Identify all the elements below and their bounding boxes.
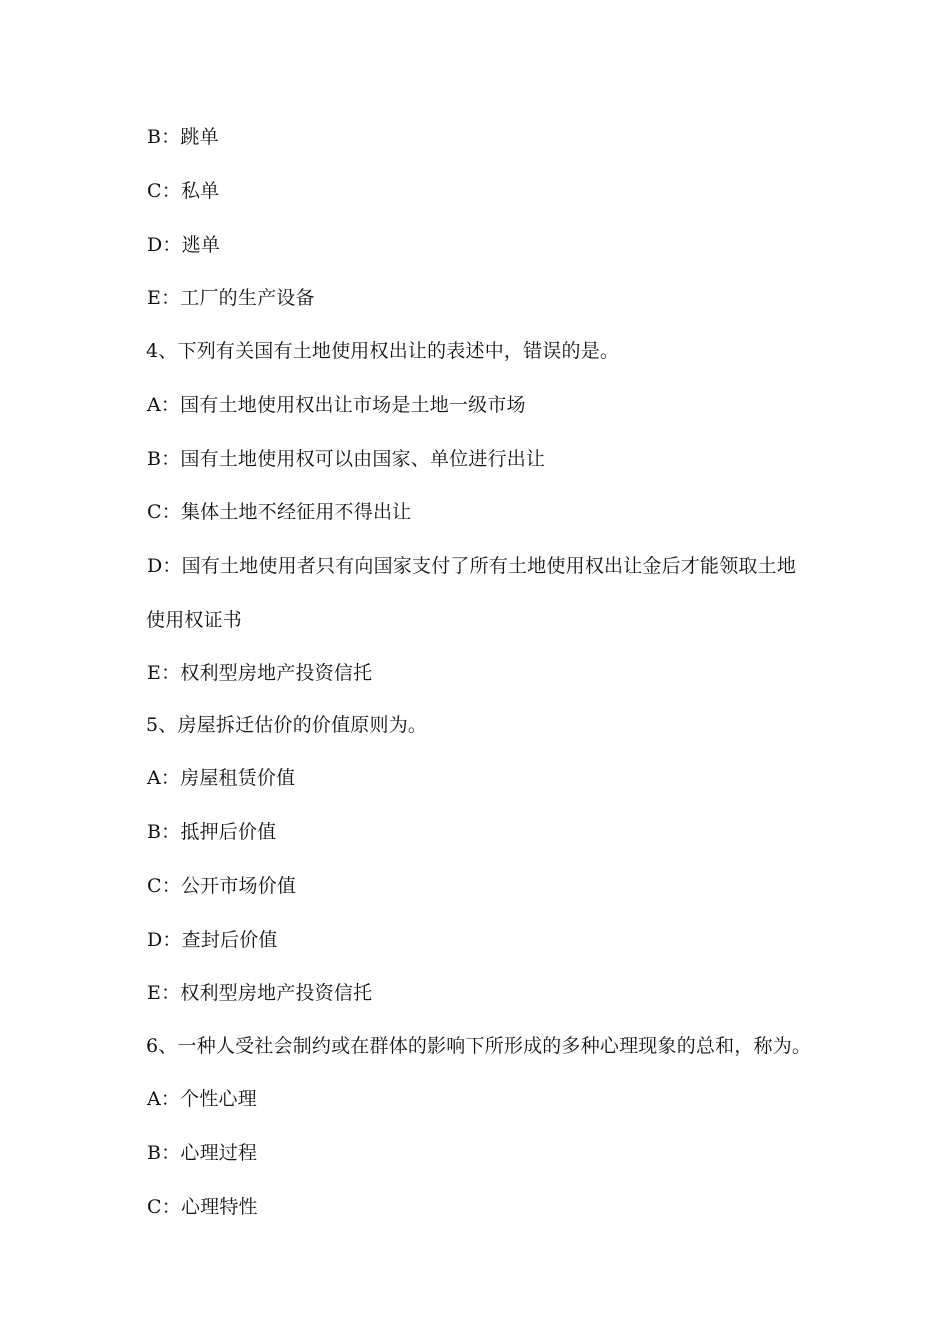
q5-option-b: B：抵押后价值: [147, 821, 277, 843]
q4-option-e: E：权利型房地产投资信托: [147, 662, 373, 684]
q3-option-b: B：跳单: [147, 126, 219, 148]
q6-option-b: B：心理过程: [147, 1142, 258, 1164]
q3-option-d: D：逃单: [147, 234, 221, 256]
q3-option-e: E：工厂的生产设备: [147, 287, 315, 309]
q4-question: 4、下列有关国有土地使用权出让的表述中，错误的是。: [146, 340, 620, 362]
q4-option-c: C：集体土地不经征用不得出让: [147, 501, 412, 523]
q5-option-a: A：房屋租赁价值: [147, 767, 296, 789]
q6-option-a: A：个性心理: [147, 1088, 257, 1110]
q3-option-c: C：私单: [147, 180, 220, 202]
q5-option-d: D：查封后价值: [147, 929, 278, 951]
q4-option-a: A：国有土地使用权出让市场是土地一级市场: [147, 394, 526, 416]
q6-question: 6、一种人受社会制约或在群体的影响下所形成的多种心理现象的总和，称为。: [146, 1035, 812, 1057]
q5-option-c: C：公开市场价值: [147, 875, 297, 897]
q4-option-d-continuation: 使用权证书: [146, 609, 243, 631]
q4-option-d: D：国有土地使用者只有向国家支付了所有土地使用权出让金后才能领取土地: [147, 555, 797, 577]
q5-question: 5、房屋拆迁估价的价值原则为。: [146, 714, 428, 736]
q4-option-b: B：国有土地使用权可以由国家、单位进行出让: [147, 448, 546, 470]
q5-option-e: E：权利型房地产投资信托: [147, 982, 373, 1004]
q6-option-c: C：心理特性: [147, 1196, 258, 1218]
